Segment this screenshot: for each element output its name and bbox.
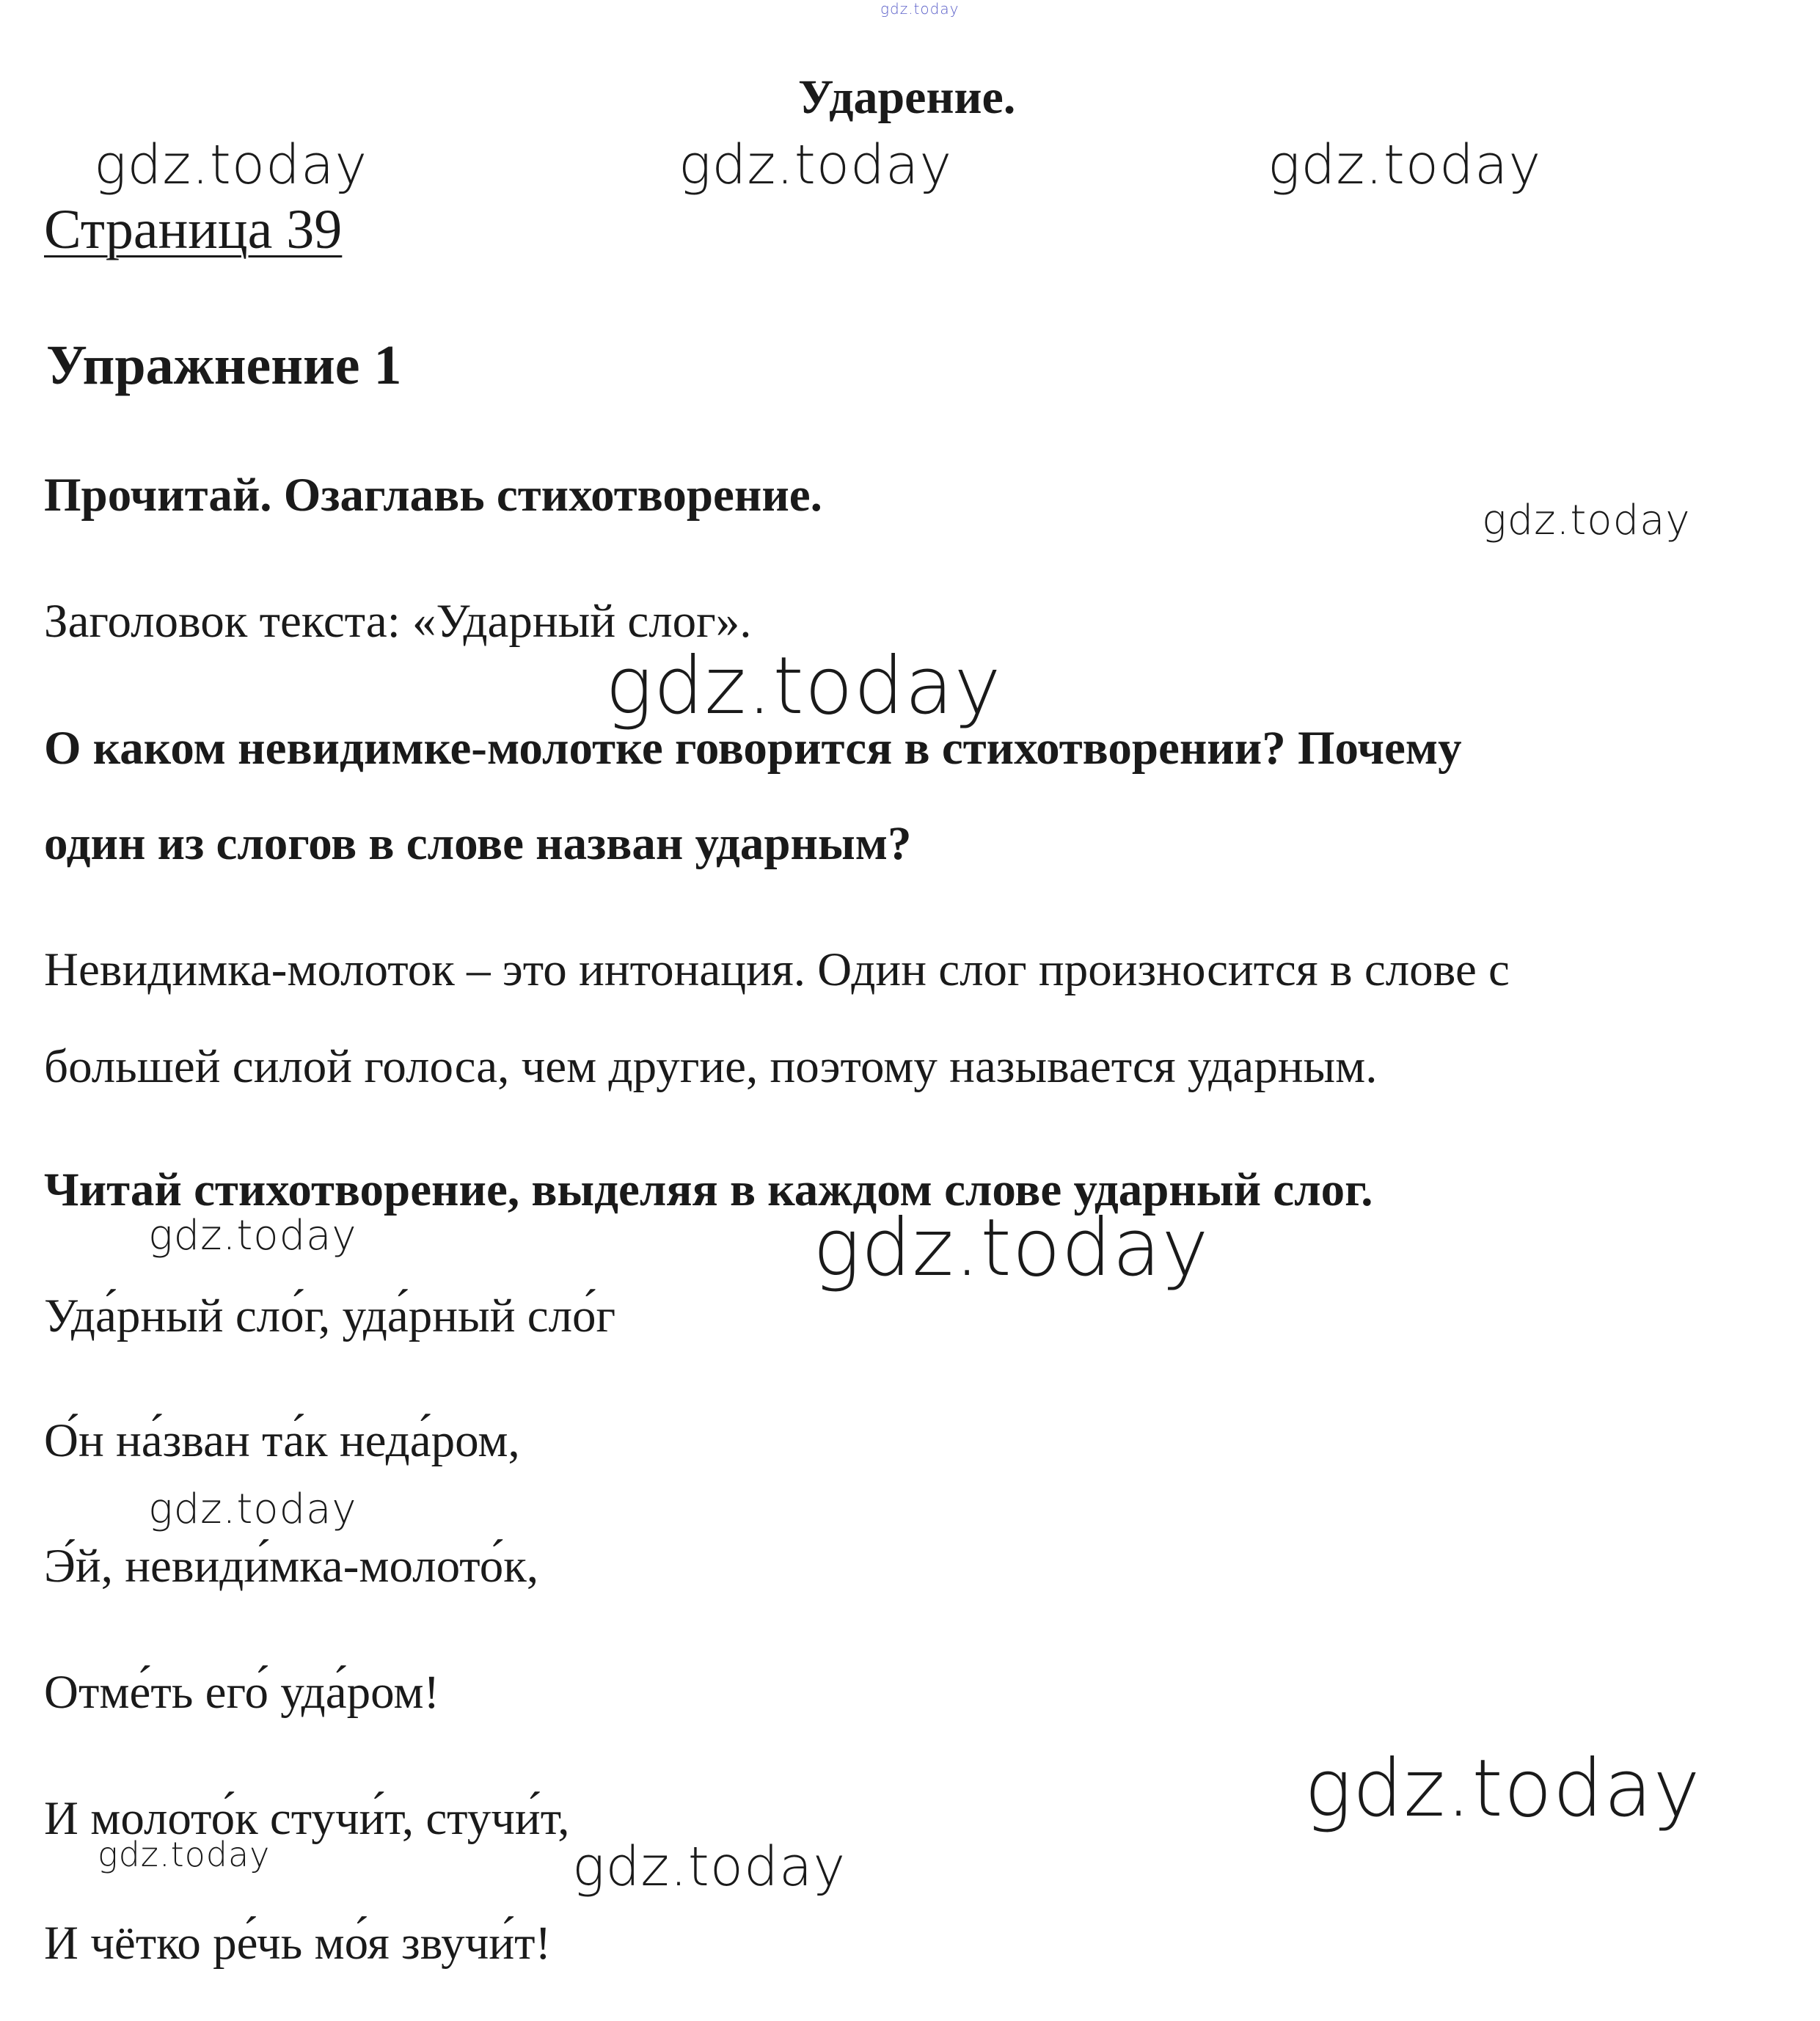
watermark: gdz.today: [148, 1212, 357, 1260]
poem-line: Э́й, невиди́мка-молото́к,: [44, 1540, 539, 1593]
answer-text: Заголовок текста: «Ударный слог».: [44, 595, 752, 648]
watermark: gdz.today: [605, 640, 1002, 732]
watermark: gdz.today: [813, 1202, 1210, 1294]
poem-line: И молото́к стучи́т, стучи́т,: [44, 1792, 570, 1845]
poem-line: О́н на́зван та́к неда́ром,: [44, 1414, 520, 1467]
watermark: gdz.today: [148, 1485, 357, 1533]
task-instruction: Читай стихотворение, выделяя в каждом слове ударный слог.: [44, 1163, 1373, 1216]
poem-line: Уда́рный сло́г, уда́рный сло́г: [44, 1290, 616, 1342]
answer-text: Невидимка-молоток – это интонация. Один слог произносится в слове с: [44, 943, 1510, 996]
watermark: gdz.today: [94, 134, 368, 197]
exercise-heading: Упражнение 1: [46, 335, 402, 396]
watermark: gdz.today: [1268, 134, 1542, 197]
task-question: один из слогов в слове назван ударным?: [44, 817, 912, 870]
page-label: Страница 39: [44, 199, 343, 260]
watermark: gdz.today: [98, 1835, 271, 1874]
watermark: gdz.today: [1482, 497, 1691, 544]
watermark: gdz.today: [572, 1835, 847, 1898]
answer-text: большей силой голоса, чем другие, поэтому называется ударным.: [44, 1040, 1378, 1093]
task-instruction: Прочитай. Озаглавь стихотворение.: [44, 469, 822, 522]
watermark: gdz.today: [880, 0, 960, 18]
task-question: О каком невидимке-молотке говорится в стихотворении? Почему: [44, 722, 1462, 775]
document-title: Ударение.: [798, 70, 1016, 124]
poem-line: И чётко ре́чь мо́я звучи́т!: [44, 1917, 552, 1970]
watermark: gdz.today: [1304, 1743, 1701, 1835]
watermark: gdz.today: [679, 134, 953, 197]
poem-line: Отме́ть его́ уда́ром!: [44, 1666, 440, 1719]
